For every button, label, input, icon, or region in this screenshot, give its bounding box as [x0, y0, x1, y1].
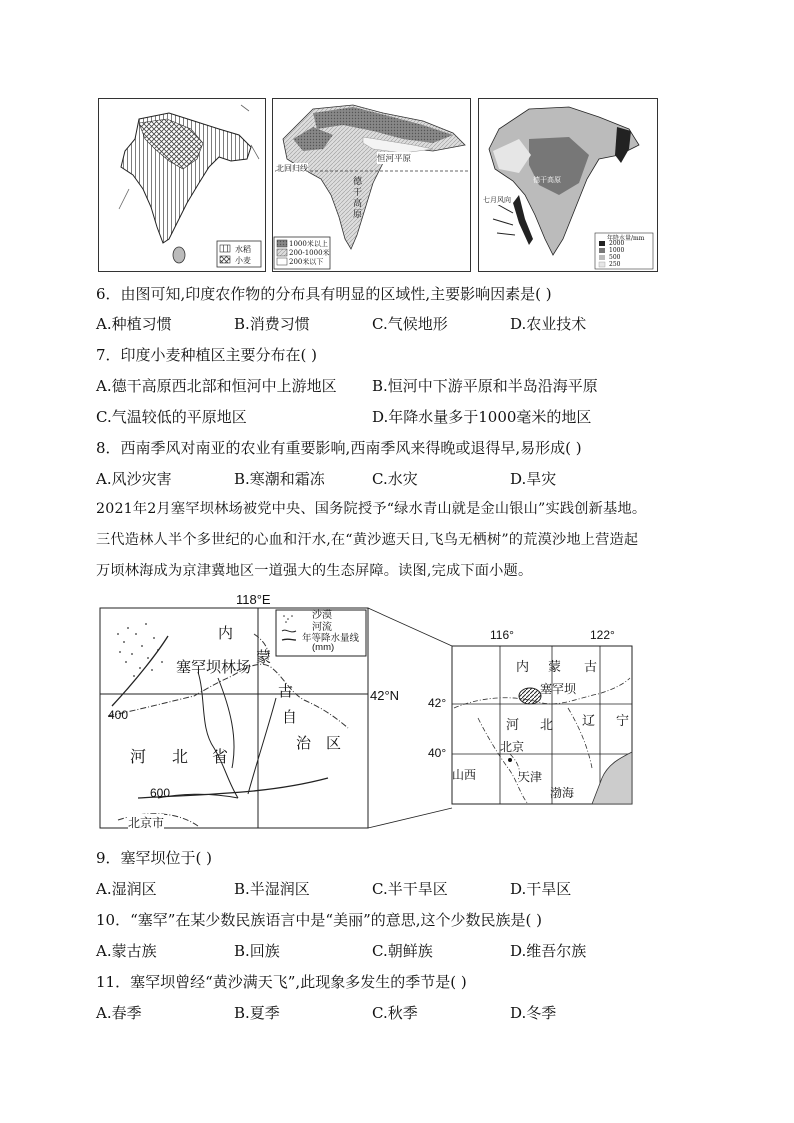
question-8-stem: 8．西南季风对南亚的农业有重要影响,西南季风来得晚或退得早,易形成( ) — [96, 439, 582, 457]
passage-line-1: 2021年2月塞罕坝林场被党中央、国务院授予“绿水青山就是金山银山”实践创新基地。 — [96, 501, 647, 517]
rain-legend-2000: 2000 — [609, 240, 625, 247]
q6-option-d[interactable]: D.农业技术 — [510, 315, 587, 333]
rain-legend-title: 年降水量/mm — [607, 235, 645, 242]
tianjin-label: 天津 — [518, 770, 543, 784]
rain-legend-1000: 1000 — [609, 247, 625, 254]
lat-40-label: 40° — [428, 746, 447, 760]
ganges-plain-label: 恒河平原 — [377, 154, 412, 164]
india-rainfall-map — [478, 98, 658, 272]
legend-low-label: 200米以下 — [289, 258, 324, 266]
label-neimenggu-2: 蒙 — [548, 659, 562, 674]
q10-option-d[interactable]: D.维吾尔族 — [510, 942, 587, 960]
label-bei: 北 — [172, 749, 189, 766]
lon-122-label: 122° — [590, 628, 615, 642]
saihanba-forest-label: 塞罕坝林场 — [176, 659, 252, 676]
saihanba-figure — [98, 592, 698, 830]
label-zhi: 治 — [296, 735, 312, 752]
label-he: 河 — [130, 749, 147, 766]
bohai-label: 渤海 — [550, 786, 575, 800]
beijing-city-label: 北京市 — [128, 816, 165, 830]
india-rainfall-map-drawing — [479, 99, 657, 271]
deccan-label: 德 干 高 原 — [353, 177, 363, 220]
q11-option-b[interactable]: B.夏季 — [234, 1004, 280, 1022]
beijing-label: 北京 — [500, 740, 525, 754]
question-11-stem: 11．塞罕坝曾经“黄沙满天飞”,此现象多发生的季节是( ) — [96, 973, 467, 991]
passage-line-3: 万顷林海成为京津冀地区一道强大的生态屏障。读图,完成下面小题。 — [96, 563, 533, 579]
q7-option-d[interactable]: D.年降水量多于1000毫米的地区 — [372, 408, 592, 426]
legend-isohyet-label: 年等降水量线 — [302, 633, 360, 644]
passage-line-2: 三代造林人半个多世纪的心血和汗水,在“黄沙遮天日,飞鸟无栖树”的荒漠沙地上营造起 — [96, 532, 639, 548]
legend-high-label: 1000米以上 — [289, 240, 328, 248]
question-7-stem: 7．印度小麦种植区主要分布在( ) — [96, 346, 318, 364]
q8-option-c[interactable]: C.水灾 — [372, 470, 418, 488]
q8-option-b[interactable]: B.寒潮和霜冻 — [234, 470, 325, 488]
label-liaoning-2: 宁 — [616, 713, 630, 728]
label-nei: 内 — [218, 625, 234, 642]
q8-option-a[interactable]: A.风沙灾害 — [96, 470, 172, 488]
q11-option-c[interactable]: C.秋季 — [372, 1004, 418, 1022]
q10-option-b[interactable]: B.回族 — [234, 942, 280, 960]
rain-legend-500: 500 — [609, 254, 621, 261]
shanxi-label: 山西 — [452, 768, 477, 782]
question-9-stem: 9．塞罕坝位于( ) — [96, 849, 213, 867]
q11-option-d[interactable]: D.冬季 — [510, 1004, 557, 1022]
question-10-stem: 10．“塞罕”在某少数民族语言中是“美丽”的意思,这个少数民族是( ) — [96, 911, 543, 929]
q6-option-a[interactable]: A.种植习惯 — [96, 315, 172, 333]
q9-option-b[interactable]: B.半湿润区 — [234, 880, 310, 898]
q10-option-c[interactable]: C.朝鲜族 — [372, 942, 433, 960]
q6-option-c[interactable]: C.气候地形 — [372, 315, 448, 333]
legend-river-label: 河流 — [312, 622, 332, 633]
meridian-118e-label: 118°E — [236, 592, 271, 607]
label-hebei-2: 北 — [540, 717, 554, 732]
legend-mid-label: 200-1000米 — [289, 249, 330, 257]
india-terrain-map — [272, 98, 471, 272]
legend-desert-label: 沙漠 — [312, 610, 332, 621]
rain-legend-250: 250 — [609, 261, 621, 268]
legend-isohyet-unit: (mm) — [312, 642, 335, 653]
question-6-stem: 6．由图可知,印度农作物的分布具有明显的区域性,主要影响因素是( ) — [96, 285, 552, 303]
label-meng: 蒙 — [256, 649, 272, 666]
india-maps-figure — [98, 98, 698, 272]
q9-option-a[interactable]: A.湿润区 — [96, 880, 157, 898]
saihanba-site-label: 塞罕坝 — [540, 682, 577, 696]
q8-option-d[interactable]: D.旱灾 — [510, 470, 557, 488]
legend-rice-label: 水稻 — [235, 245, 251, 254]
label-liaoning-1: 辽 — [582, 713, 596, 728]
q9-option-d[interactable]: D.干旱区 — [510, 880, 572, 898]
tropic-label: 北回归线 — [276, 164, 308, 173]
isohyet-600-label: 600 — [150, 786, 171, 800]
india-crop-map — [98, 98, 266, 272]
q7-option-a[interactable]: A.德干高原西北部和恒河中上游地区 — [96, 377, 337, 395]
q11-option-a[interactable]: A.春季 — [96, 1004, 142, 1022]
label-sheng: 省 — [212, 749, 229, 766]
label-hebei-1: 河 — [506, 717, 520, 732]
label-neimenggu-3: 古 — [584, 659, 598, 674]
legend-wheat-label: 小麦 — [235, 256, 251, 265]
lon-116-label: 116° — [490, 628, 514, 642]
q6-option-b[interactable]: B.消费习惯 — [234, 315, 310, 333]
deccan-rain-label: 德干高原 — [533, 176, 561, 184]
q7-option-c[interactable]: C.气温较低的平原地区 — [96, 408, 247, 426]
q7-option-b[interactable]: B.恒河中下游平原和半岛沿海平原 — [372, 377, 598, 395]
label-zi: 自 — [282, 709, 298, 726]
isohyet-400-label: 400 — [108, 708, 129, 722]
q9-option-c[interactable]: C.半干旱区 — [372, 880, 448, 898]
monsoon-label: 七月风向 — [483, 196, 511, 204]
label-qu: 区 — [326, 735, 342, 752]
label-gu: 古 — [278, 683, 294, 700]
label-neimenggu-1: 内 — [516, 659, 530, 674]
lat-42-label: 42° — [428, 696, 447, 710]
parallel-42n-label: 42°N — [370, 688, 400, 703]
q10-option-a[interactable]: A.蒙古族 — [96, 942, 157, 960]
